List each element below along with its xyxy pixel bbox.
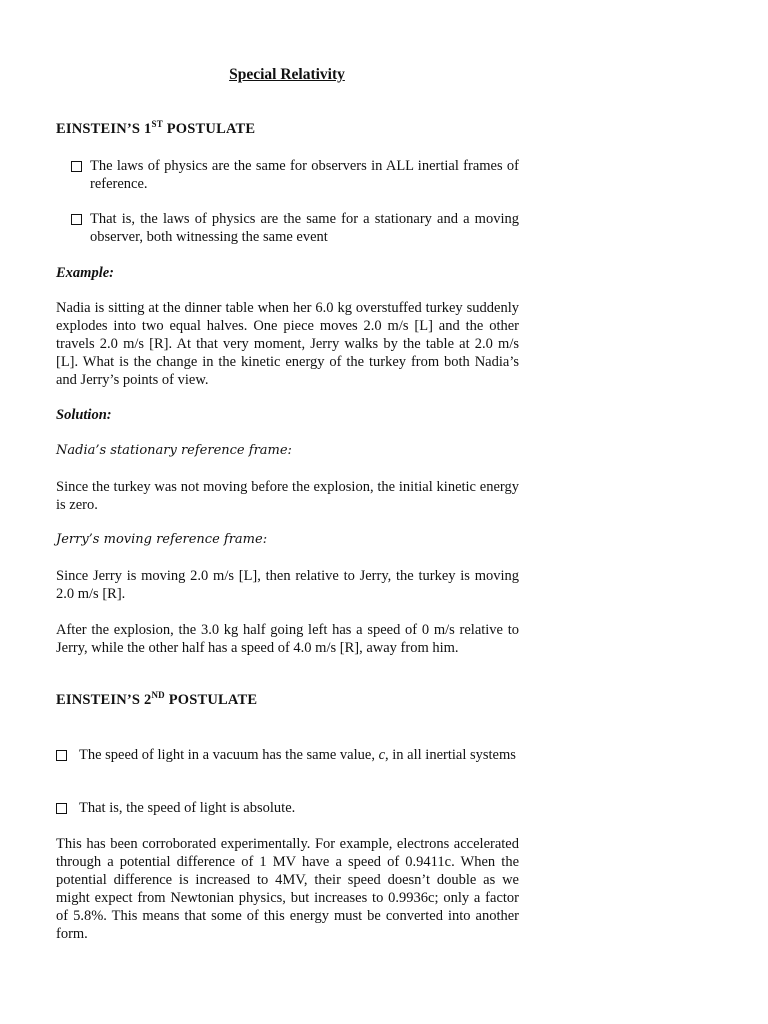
document-page: Special Relativity EINSTEIN’S 1ST POSTULATE The laws of physics are the same for observers in ALL inertial frames of reference. That is, the laws of physics are the same for a stationary and a moving observer, both witnessing the same event Example: Nadia is sitting at the dinner table when her 6.0 kg overstuffed turkey suddenly explodes into two equal halves. One piece moves 2.0 m/s [L] and the other travels 2.0 m/s [R]. At that very moment, Jerry walks by the table at 2.0 m/s [L]. What is the change in the kinetic energy of the turkey from both Nadia’s and Jerry’s points of view. Solution: Nadia’s stationary reference frame: Since the turkey was not moving before the explosion, the initial kinetic energy is zero. Jerry’s moving reference frame: Since Jerry is moving 2.0 m/s [L], then relative to Jerry, the turkey is moving 2.0 m/s [R]. After the explosion, the 3.0 kg half going left has a speed of 0 m/s relative to Jerry, while the other half has a speed of 4.0 m/s [R], away from him. EINSTEIN’S 2ND POSTULATE The speed of light in a vacuum has the same value, c, in all inertial systems That is, the speed of light is absolute. This has been corroborated experimentally. For example, electrons accelerated through a potential difference of 1 MV have a speed of 0.9411c. When the potential difference is increased to 4MV, their speed doesn’t double as we might expect from Newtonian physics, but increases to 0.9936c; only a factor of 5.8%. This means that some of this energy must be converted into another form. — [0, 0, 768, 1024]
checkbox-bullet-icon — [71, 214, 82, 225]
postulate-2-heading: EINSTEIN’S 2ND POSTULATE — [56, 690, 258, 708]
jerry-frame-text-2: After the explosion, the 3.0 kg half going left has a speed of 0 m/s relative to Jerry, while the other half has a speed of 4.0 m/s [R], away from him. — [56, 622, 519, 656]
postulate-1-heading: EINSTEIN’S 1ST POSTULATE — [56, 119, 256, 137]
jerry-frame-label: Jerry’s moving reference frame: — [56, 532, 268, 547]
closing-paragraph: This has been corroborated experimentally. For example, electrons accelerated through a potential difference of 1 MV have a speed of 0.9411c. When the potential difference is increased to 4MV, their speed doesn’t double as we might expect from Newtonian physics, but increases to 0.9936c; only a factor of 5.8%. This means that some of this energy must be converted into another form. — [56, 836, 519, 942]
example-label: Example: — [56, 265, 114, 281]
checkbox-bullet-icon — [56, 803, 67, 814]
checkbox-bullet-icon — [56, 750, 67, 761]
nadia-frame-text: Since the turkey was not moving before the explosion, the initial kinetic energy is zero. — [56, 479, 519, 513]
jerry-frame-text-1: Since Jerry is moving 2.0 m/s [L], then relative to Jerry, the turkey is moving 2.0 m/s [R]. — [56, 568, 519, 602]
document-title: Special Relativity — [229, 66, 345, 83]
nadia-frame-label: Nadia’s stationary reference frame: — [56, 443, 292, 458]
solution-label: Solution: — [56, 407, 112, 423]
example-text: Nadia is sitting at the dinner table when her 6.0 kg overstuffed turkey suddenly explodes into two equal halves. One piece moves 2.0 m/s [L] and the other travels 2.0 m/s [R]. At that very moment, Jerry walks by the table at 2.0 m/s [L]. What is the change in the kinetic energy of the turkey from both Nadia’s and Jerry’s points of view. — [56, 300, 519, 388]
checkbox-bullet-icon — [71, 161, 82, 172]
